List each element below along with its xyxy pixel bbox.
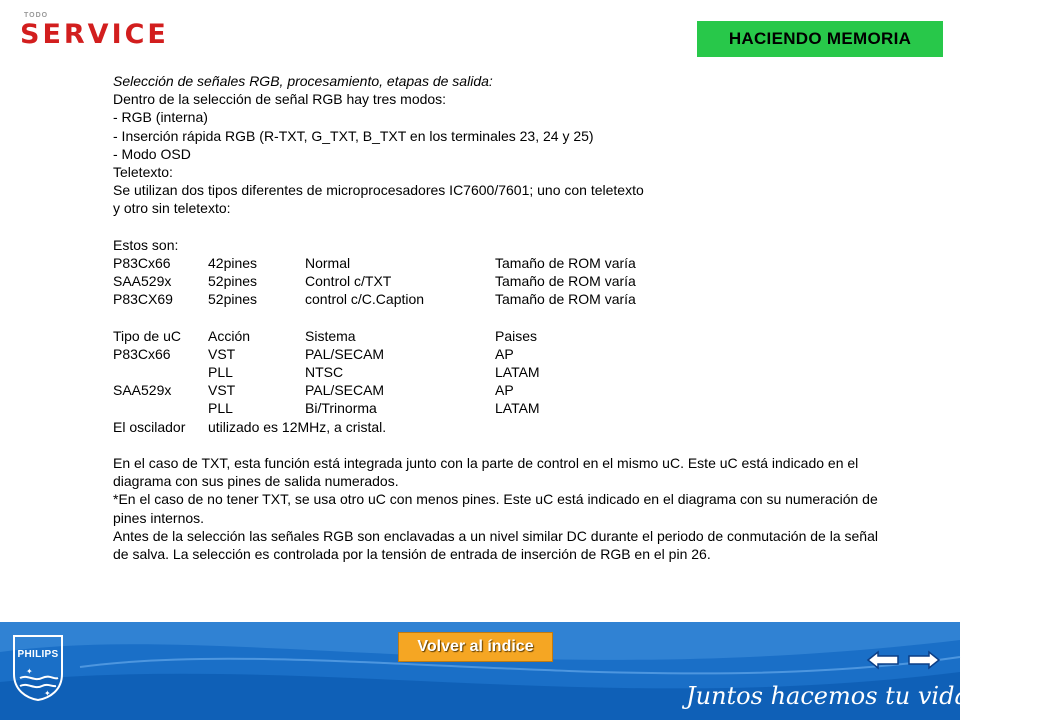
- philips-wordmark: PHILIPS: [17, 649, 59, 660]
- back-to-index-button[interactable]: Volver al índice: [398, 632, 553, 662]
- philips-shield-icon: [12, 634, 64, 702]
- oscillator-row: [113, 418, 893, 436]
- oscillator-label: El oscilador: [113, 418, 186, 435]
- mode-item: - Modo OSD: [113, 145, 191, 162]
- header-cell: Paises: [495, 327, 538, 344]
- svg-text:✦: ✦: [44, 689, 51, 698]
- chip-type: control c/C.Caption: [305, 291, 425, 308]
- chip-row: [113, 272, 893, 290]
- chip-rom: Tamaño de ROM varía: [495, 273, 636, 290]
- chip-type: Control c/TXT: [305, 273, 392, 290]
- chip-name: P83Cx66: [113, 254, 171, 271]
- arrow-right-icon[interactable]: [907, 650, 941, 670]
- chip-name: P83CX69: [113, 291, 173, 308]
- logo-small-text: TODO: [24, 12, 49, 19]
- paragraph: *En el caso de no tener TXT, se usa otro uC con menos pines. Este uC está indicado en el diagrama con su numeración de pines internos.: [113, 491, 878, 526]
- system-cell: PAL/SECAM: [305, 345, 385, 362]
- systems-row: [113, 363, 893, 381]
- svg-text:✦: ✦: [26, 667, 33, 676]
- paragraph: Antes de la selección las señales RGB son enclavadas a un nivel similar DC durante el periodo de conmutación de la señal de salva. La selección es controlada por la tensión de entrada de inserción de RGB en el pin 26.: [113, 527, 878, 562]
- header-cell: Sistema: [305, 327, 356, 344]
- teletext-text: y otro sin teletexto:: [113, 200, 231, 217]
- system-cell: NTSC: [305, 364, 344, 380]
- chip-name: SAA529x: [113, 273, 172, 290]
- system-cell: Bi/Trinorma: [305, 400, 377, 417]
- chip-pins: 42pines: [208, 254, 258, 271]
- system-cell: PLL: [208, 400, 233, 417]
- system-cell: [113, 399, 208, 417]
- teletext-text: Se utilizan dos tipos diferentes de microprocesadores IC7600/7601; uno con teletexto: [113, 182, 644, 199]
- document-body: [113, 72, 893, 563]
- header-cell: Acción: [208, 327, 251, 344]
- systems-row: [113, 399, 893, 417]
- chip-pins: 52pines: [208, 291, 258, 308]
- system-cell: AP: [495, 345, 514, 362]
- system-cell: P83Cx66: [113, 345, 171, 362]
- system-cell: LATAM: [495, 400, 540, 417]
- service-logo: [20, 12, 170, 48]
- arrow-left-icon[interactable]: [866, 650, 900, 670]
- chip-type: Normal: [305, 254, 351, 271]
- chip-pins: 52pines: [208, 273, 258, 290]
- system-cell: SAA529x: [113, 382, 172, 399]
- system-cell: PLL: [208, 364, 233, 380]
- header-cell: Tipo de uC: [113, 327, 181, 344]
- haciendo-memoria-badge: HACIENDO MEMORIA: [697, 21, 943, 57]
- system-cell: VST: [208, 345, 236, 362]
- systems-row: [113, 381, 893, 399]
- mode-item: - Inserción rápida RGB (R-TXT, G_TXT, B_TXT en los terminales 23, 24 y 25): [113, 127, 594, 144]
- system-cell: AP: [495, 382, 514, 399]
- oscillator-text: utilizado es 12MHz, a cristal.: [208, 418, 387, 435]
- teletext-title: Teletexto:: [113, 163, 173, 180]
- chip-row: [113, 254, 893, 272]
- chip-row: [113, 290, 893, 308]
- mode-item: - RGB (interna): [113, 109, 208, 126]
- paragraph: En el caso de TXT, esta función está integrada junto con la parte de control en el mismo uC. Este uC está indicado en el diagrama con sus pines de salida numerados.: [113, 454, 859, 490]
- system-cell: PAL/SECAM: [305, 382, 385, 399]
- system-cell: VST: [208, 382, 236, 399]
- systems-header-row: [113, 327, 893, 345]
- philips-slogan: Juntos hacemos tu vida mejor: [686, 682, 1047, 710]
- system-cell: LATAM: [495, 364, 540, 380]
- section-heading: Selección de señales RGB, procesamiento, etapas de salida:: [113, 73, 493, 89]
- intro-text: Dentro de la selección de señal RGB hay tres modos:: [113, 91, 447, 108]
- systems-row: [113, 345, 893, 363]
- chip-rom: Tamaño de ROM varía: [495, 291, 636, 308]
- system-cell: [113, 363, 208, 381]
- chip-rom: Tamaño de ROM varía: [495, 254, 636, 271]
- these-are-label: Estos son:: [113, 236, 179, 253]
- logo-main-text: SERVICE: [20, 19, 169, 50]
